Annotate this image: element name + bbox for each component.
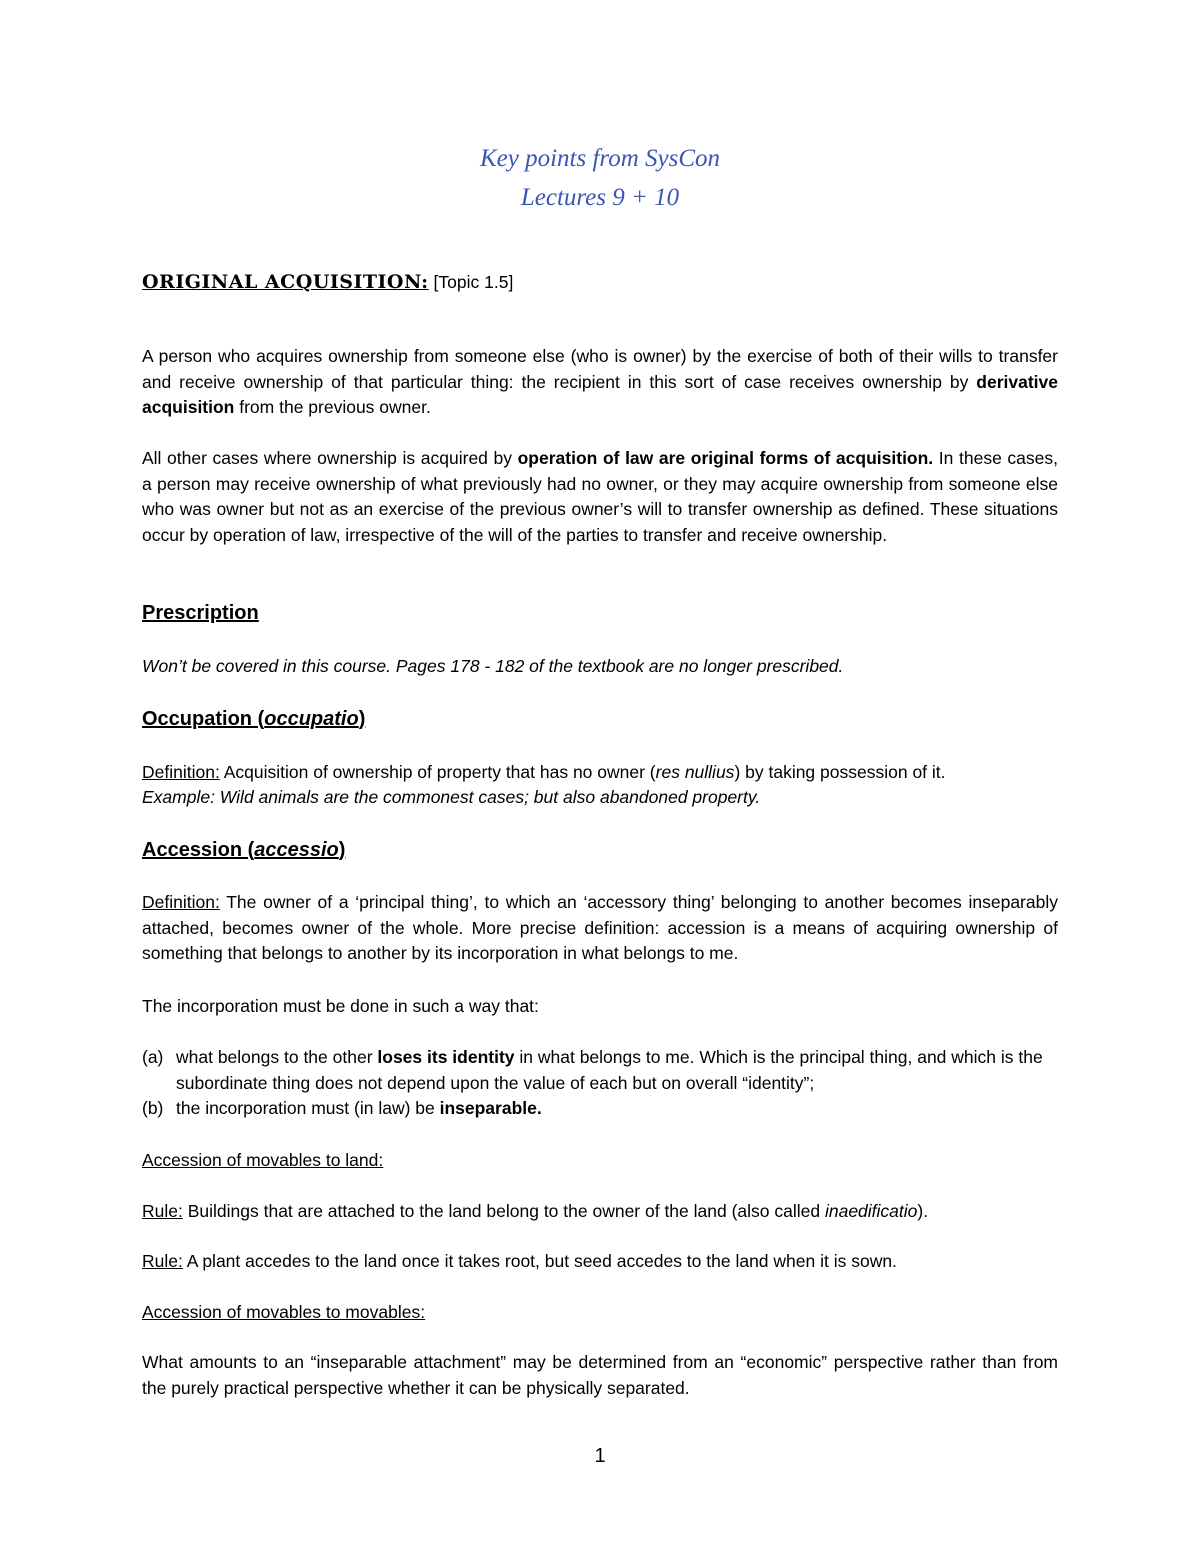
accession-def-text: The owner of a ‘principal thing’, to which an ‘accessory thing’ belonging to another becomes inseparably attached, becomes owner of the whole. More precise definition: accession is a means of acquiring ownership of something that belongs to another by its incorporation in what belongs to me. [142, 892, 1058, 963]
accession-heading [142, 838, 1058, 864]
item-b-text-1: the incorporation must (in law) be [176, 1098, 440, 1118]
prescription-heading: Prescription [142, 602, 259, 624]
para2-text-a: All other cases where ownership is acquired by [142, 448, 518, 468]
occupation-def-c: ) by taking possession of it. [734, 762, 946, 782]
rule1-text-a: Buildings that are attached to the land belong to the owner of the land (also called [182, 1201, 825, 1221]
section-heading-row [142, 270, 1058, 296]
rule-buildings [142, 1199, 1058, 1225]
prescription-note: Won’t be covered in this course. Pages 178 - 182 of the textbook are no longer prescribed. [142, 656, 844, 676]
item-b-bold: inseparable. [439, 1098, 542, 1118]
list-item-label: (b) [142, 1098, 164, 1118]
occupation-heading-text: Occupation ( [142, 708, 265, 730]
movables-paragraph: What amounts to an “inseparable attachment” may be determined from an “economic” perspective rather than from the purely practical perspective whether it can be physically separated. [142, 1352, 1058, 1398]
para2-bold: operation of law are original forms of acquisition. [517, 448, 934, 468]
incorporation-intro: The incorporation must be done in such a way that: [142, 996, 539, 1016]
accession-heading-italic: accessio [254, 839, 339, 861]
item-a-bold: loses its identity [377, 1047, 515, 1067]
occupation-def-a: Acquisition of ownership of property that has no owner ( [219, 762, 656, 782]
section-topic: [Topic 1.5] [428, 272, 514, 292]
para2-text-c: In these cases, a person may receive ownership of what previously had no owner, or they may acquire ownership from someone else who was owner but not as an exercise of the previous owner’s will to transfer ownership as defined. These situations occur by operation of law, irrespective of the will of the parties to transfer and receive ownership. [142, 448, 1058, 545]
item-a-text-2: in what belongs to me. Which is the principal thing, and which is the subordinate thing does not depend upon the value of each but on overall “identity”; [176, 1047, 1043, 1093]
definition-label: Definition: [142, 762, 220, 782]
rule-label: Rule: [142, 1251, 183, 1271]
section-heading: ORIGINAL ACQUISITION: [142, 271, 429, 293]
accession-heading-end: ) [338, 839, 346, 861]
rule2-text: A plant accedes to the land once it takes root, but seed accedes to the land when it is sown. [182, 1251, 897, 1271]
occupation-def-italic: res nullius [655, 762, 735, 782]
definition-label: Definition: [142, 892, 220, 912]
accession-heading-text: Accession ( [142, 839, 255, 861]
para1-text-c: from the previous owner. [234, 397, 431, 417]
rule1-italic: inaedificatio [824, 1201, 918, 1221]
para1-bold: derivative acquisition [142, 371, 1058, 417]
occupation-example: Example: Wild animals are the commonest cases; but also abandoned property. [142, 787, 761, 807]
movables-subheading: Accession of movables to movables: [142, 1302, 426, 1322]
item-a-text-1: what belongs to the other [176, 1047, 378, 1067]
page-number: 1 [594, 1445, 606, 1467]
accession-definition [142, 890, 1058, 967]
para1-text-a: A person who acquires ownership from someone else (who is owner) by the exercise of both of their wills to transfer and receive ownership of that particular thing: the recipient in this sort of case receives ownership by [142, 346, 1058, 392]
occupation-heading-italic: occupatio [264, 708, 359, 730]
rule-plants [142, 1249, 1058, 1275]
rule1-text-c: ). [917, 1201, 929, 1221]
paragraph-original [142, 446, 1058, 548]
land-subheading: Accession of movables to land: [142, 1150, 384, 1170]
occupation-heading-end: ) [358, 708, 366, 730]
doc-title-line2: Lectures 9 + 10 [520, 184, 680, 211]
occupation-definition [142, 760, 1058, 786]
occupation-heading [142, 707, 1058, 733]
list-item-label: (a) [142, 1047, 164, 1067]
paragraph-derivative [142, 344, 1058, 421]
rule-label: Rule: [142, 1201, 183, 1221]
doc-title-line1: Key points from SysCon [479, 145, 721, 172]
